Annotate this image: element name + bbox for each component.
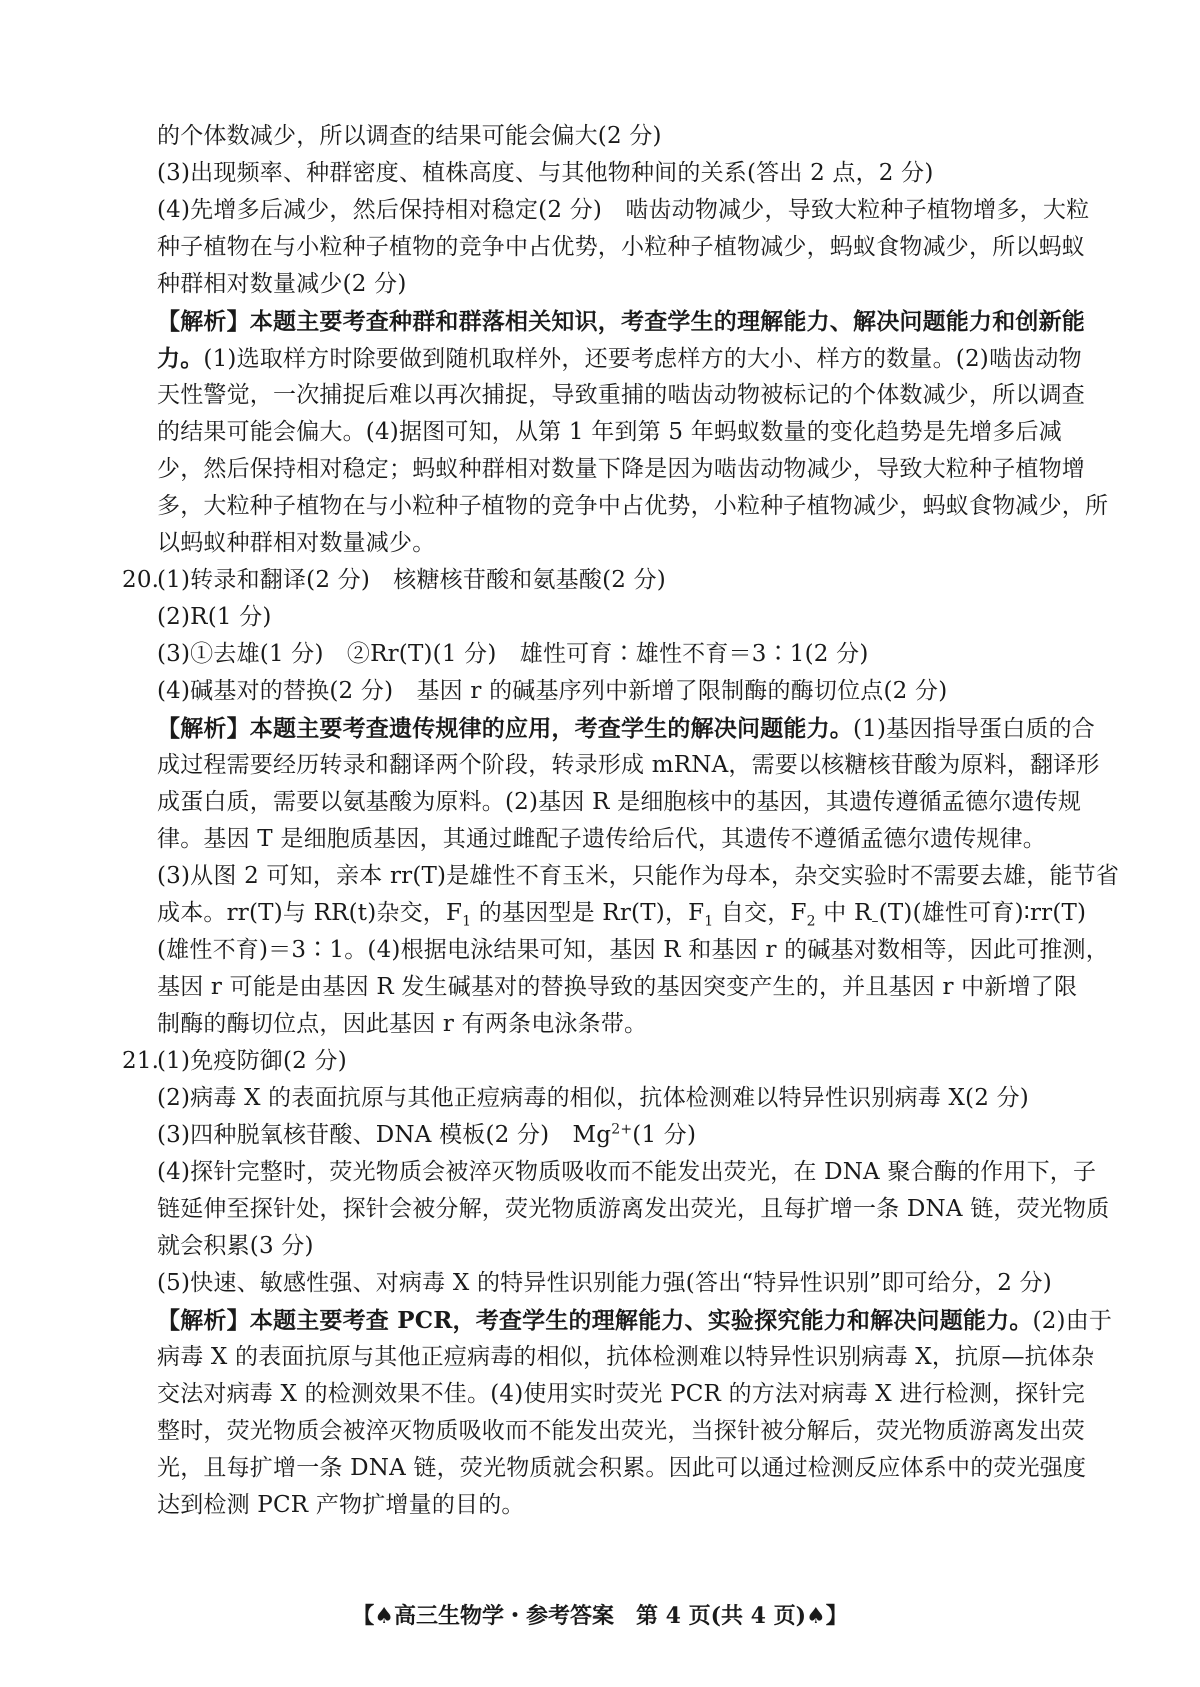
analysis-text: (1)基因指导蛋白质的合 [853,716,1095,742]
footer-text: 高三生物学・参考答案 第 4 页(共 4 页) [393,1603,807,1629]
text-line: 基因 r 可能是由基因 R 发生碱基对的替换导致的基因突变产生的，并且基因 r 中新增了限 [157,974,1078,1000]
question-21-answer-4: (4)探针完整时，荧光物质会被淬灭物质吸收而不能发出荧光，在 DNA 聚合酶的作用下，子 [157,1159,1097,1185]
text-line: 制酶的酶切位点，因此基因 r 有两条电泳条带。 [157,1011,648,1037]
question-21-answer-5: (5)快速、敏感性强、对病毒 X 的特异性识别能力强(答出“特异性识别”即可给分，2 分) [157,1270,1052,1296]
text-line: 达到检测 PCR 产物扩增量的目的。 [157,1492,525,1518]
text-fragment: 的基因型是 Rr(T)，F [471,900,705,926]
analysis-heading: 【解析】本题主要考查遗传规律的应用，考查学生的解决问题能力。 [157,715,853,742]
page-content [122,118,1120,1524]
text-line [122,710,1095,747]
text-line: 整时，荧光物质会被淬灭物质吸收而不能发出荧光，当探针被分解后，荧光物质游离发出荧 [157,1418,1085,1444]
text-line: (3)从图 2 可知，亲本 rr(T)是雄性不育玉米，只能作为母本，杂交实验时不需要去雄，能节省 [157,863,1120,889]
text-line: 种群相对数量减少(2 分) [157,271,407,297]
text-fragment: 自交，F [713,900,807,926]
question-20-answer-2: (2)R(1 分) [157,604,272,630]
text-line: 交法对病毒 X 的检测效果不佳。(4)使用实时荧光 PCR 的方法对病毒 X 进行检测，探针完 [157,1381,1085,1407]
text-line [122,1302,1113,1339]
question-21-answer-3 [122,1117,1082,1154]
question-20-answer-1 [122,562,1082,599]
text-line: (4)先增多后减少，然后保持相对稳定(2 分) 啮齿动物减少，导致大粒种子植物增多，大粒 [157,197,1090,223]
question-21-answer-2: (2)病毒 X 的表面抗原与其他正痘病毒的相似，抗体检测难以特异性识别病毒 X(2 分) [157,1085,1029,1111]
analysis-heading: 【解析】本题主要考查 PCR，考查学生的理解能力、实验探究能力和解决问题能力。 [157,1307,1033,1334]
spade-icon: ♠ [806,1604,826,1629]
answer-text: (3)四种脱氧核苷酸、DNA 模板(2 分) Mg [157,1122,612,1148]
analysis-text: (2)由于 [1032,1308,1113,1334]
question-20-answer-4: (4)碱基对的替换(2 分) 基因 r 的碱基序列中新增了限制酶的酶切位点(2 分) [157,678,948,704]
text-fragment: 成本。rr(T)与 RR(t)杂交，F [157,900,463,926]
text-line: 的个体数减少，所以调查的结果可能会偏大(2 分) [157,123,662,149]
question-number: 21. [122,1048,160,1074]
spade-icon: ♠ [374,1604,394,1629]
subscript: 1 [704,913,714,930]
analysis-heading: 【解析】本题主要考查种群和群落相关知识，考查学生的理解能力、解决问题能力和创新能 [157,308,1085,335]
answer-text: (1 分) [632,1122,697,1148]
text-line: 光，且每扩增一条 DNA 链，荧光物质就会积累。因此可以通过检测反应体系中的荧光强度 [157,1455,1087,1481]
analysis-text: (1)选取样方时除要做到随机取样外，还要考虑样方的大小、样方的数量。(2)啮齿动物 [203,346,1082,372]
footer-bracket: 【 [352,1603,375,1629]
subscript: 1 [462,913,472,930]
text-line: 以蚂蚁种群相对数量减少。 [157,530,436,556]
text-line: (雄性不育)＝3∶1。(4)根据电泳结果可知，基因 R 和基因 r 的碱基对数相等，因此可推测， [157,937,1109,963]
answer-text: (1)免疫防御(2 分) [157,1048,347,1074]
text-fragment: 中 R [815,900,872,926]
text-line: 多，大粒种子植物在与小粒种子植物的竞争中占优势，小粒种子植物减少，蚂蚁食物减少，所 [157,493,1109,519]
text-line: 律。基因 T 是细胞质基因，其通过雌配子遗传给后代，其遗传不遵循孟德尔遗传规律。 [157,826,1046,852]
subscript: – [871,913,879,930]
text-line: 病毒 X 的表面抗原与其他正痘病毒的相似，抗体检测难以特异性识别病毒 X，抗原—抗体杂 [157,1344,1095,1370]
analysis-heading-end: 力。 [157,345,204,372]
text-line: (3)出现频率、种群密度、植株高度、与其他物种间的关系(答出 2 点，2 分) [157,160,934,186]
subscript: 2 [806,913,816,930]
page-footer [0,1601,1200,1632]
text-line [122,895,1087,932]
text-line: 天性警觉，一次捕捉后难以再次捕捉，导致重捕的啮齿动物被标记的个体数减少，所以调查 [157,382,1085,408]
text-line: 少，然后保持相对稳定；蚂蚁种群相对数量下降是因为啮齿动物减少，导致大粒种子植物增 [157,456,1085,482]
text-line: 就会积累(3 分) [157,1233,314,1259]
text-fragment: (T)(雄性可育)∶rr(T) [878,900,1087,926]
text-line: 的结果可能会偏大。(4)据图可知，从第 1 年到第 5 年蚂蚁数量的变化趋势是先增多后减 [157,419,1062,445]
text-line: 成蛋白质，需要以氨基酸为原料。(2)基因 R 是细胞核中的基因，其遗传遵循孟德尔遗传规 [157,789,1082,815]
question-21-answer-1 [122,1043,1082,1080]
question-20-answer-3: (3)①去雄(1 分) ②Rr(T)(1 分) 雄性可育∶雄性不育＝3∶1(2 分) [157,641,869,667]
footer-bracket: 】 [825,1603,848,1629]
text-line: 种子植物在与小粒种子植物的竞争中占优势，小粒种子植物减少，蚂蚁食物减少，所以蚂蚁 [157,234,1085,260]
question-number: 20. [122,567,160,593]
answer-text: (1)转录和翻译(2 分) 核糖核苷酸和氨基酸(2 分) [157,567,666,593]
text-line: 成过程需要经历转录和翻译两个阶段，转录形成 mRNA，需要以核糖核苷酸为原料，翻译形 [157,752,1100,778]
superscript: 2+ [611,1121,633,1138]
text-line [122,340,1082,377]
text-line: 链延伸至探针处，探针会被分解，荧光物质游离发出荧光，且每扩增一条 DNA 链，荧光物质 [157,1196,1110,1222]
